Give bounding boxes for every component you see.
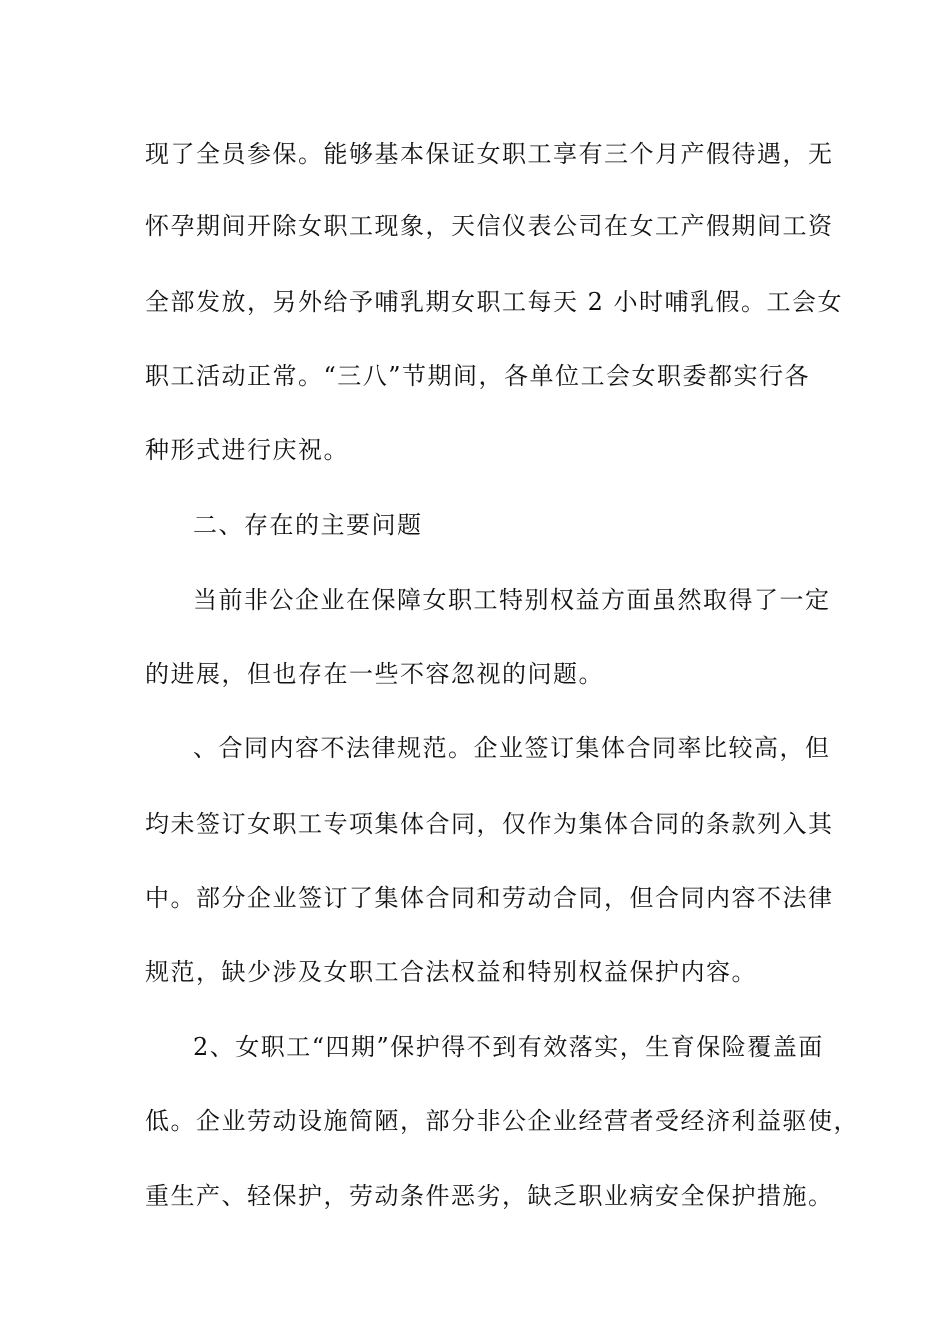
body-text-line: 中。部分企业签订了集体合同和劳动合同，但合同内容不法律: [145, 884, 834, 912]
body-text-line: 低。企业劳动设施简陋，部分非公企业经营者受经济利益驱使，: [145, 1107, 859, 1135]
body-text-line: 全部发放，另外给予哺乳期女职工每天 2 小时哺乳假。工会女: [145, 288, 844, 316]
body-text-line: 怀孕期间开除女职工现象，天信仪表公司在女工产假期间工资: [145, 212, 834, 240]
body-text-line: 重生产、轻保护，劳动条件恶劣，缺乏职业病安全保护措施。: [145, 1182, 834, 1210]
section-heading: 二、存在的主要问题: [193, 511, 423, 539]
list-item-first-line: 2、女职工“四期”保护得不到有效落实，生育保险覆盖面: [193, 1033, 824, 1061]
body-text-line: 种形式进行庆祝。: [145, 436, 349, 464]
body-text-line: 规范，缺少涉及女职工合法权益和特别权益保护内容。: [145, 958, 757, 986]
body-text-line: 现了全员参保。能够基本保证女职工享有三个月产假待遇，无: [145, 140, 834, 168]
list-item-first-line: 、合同内容不法律规范。企业签订集体合同率比较高，但: [193, 734, 831, 762]
body-text-line: 职工活动正常。“三八”节期间，各单位工会女职委都实行各: [145, 362, 811, 390]
body-text-line: 均未签订女职工专项集体合同，仅作为集体合同的条款列入其: [145, 810, 834, 838]
body-text-line: 的进展，但也存在一些不容忽视的问题。: [145, 660, 604, 688]
paragraph-first-line: 当前非公企业在保障女职工特别权益方面虽然取得了一定: [193, 586, 831, 614]
